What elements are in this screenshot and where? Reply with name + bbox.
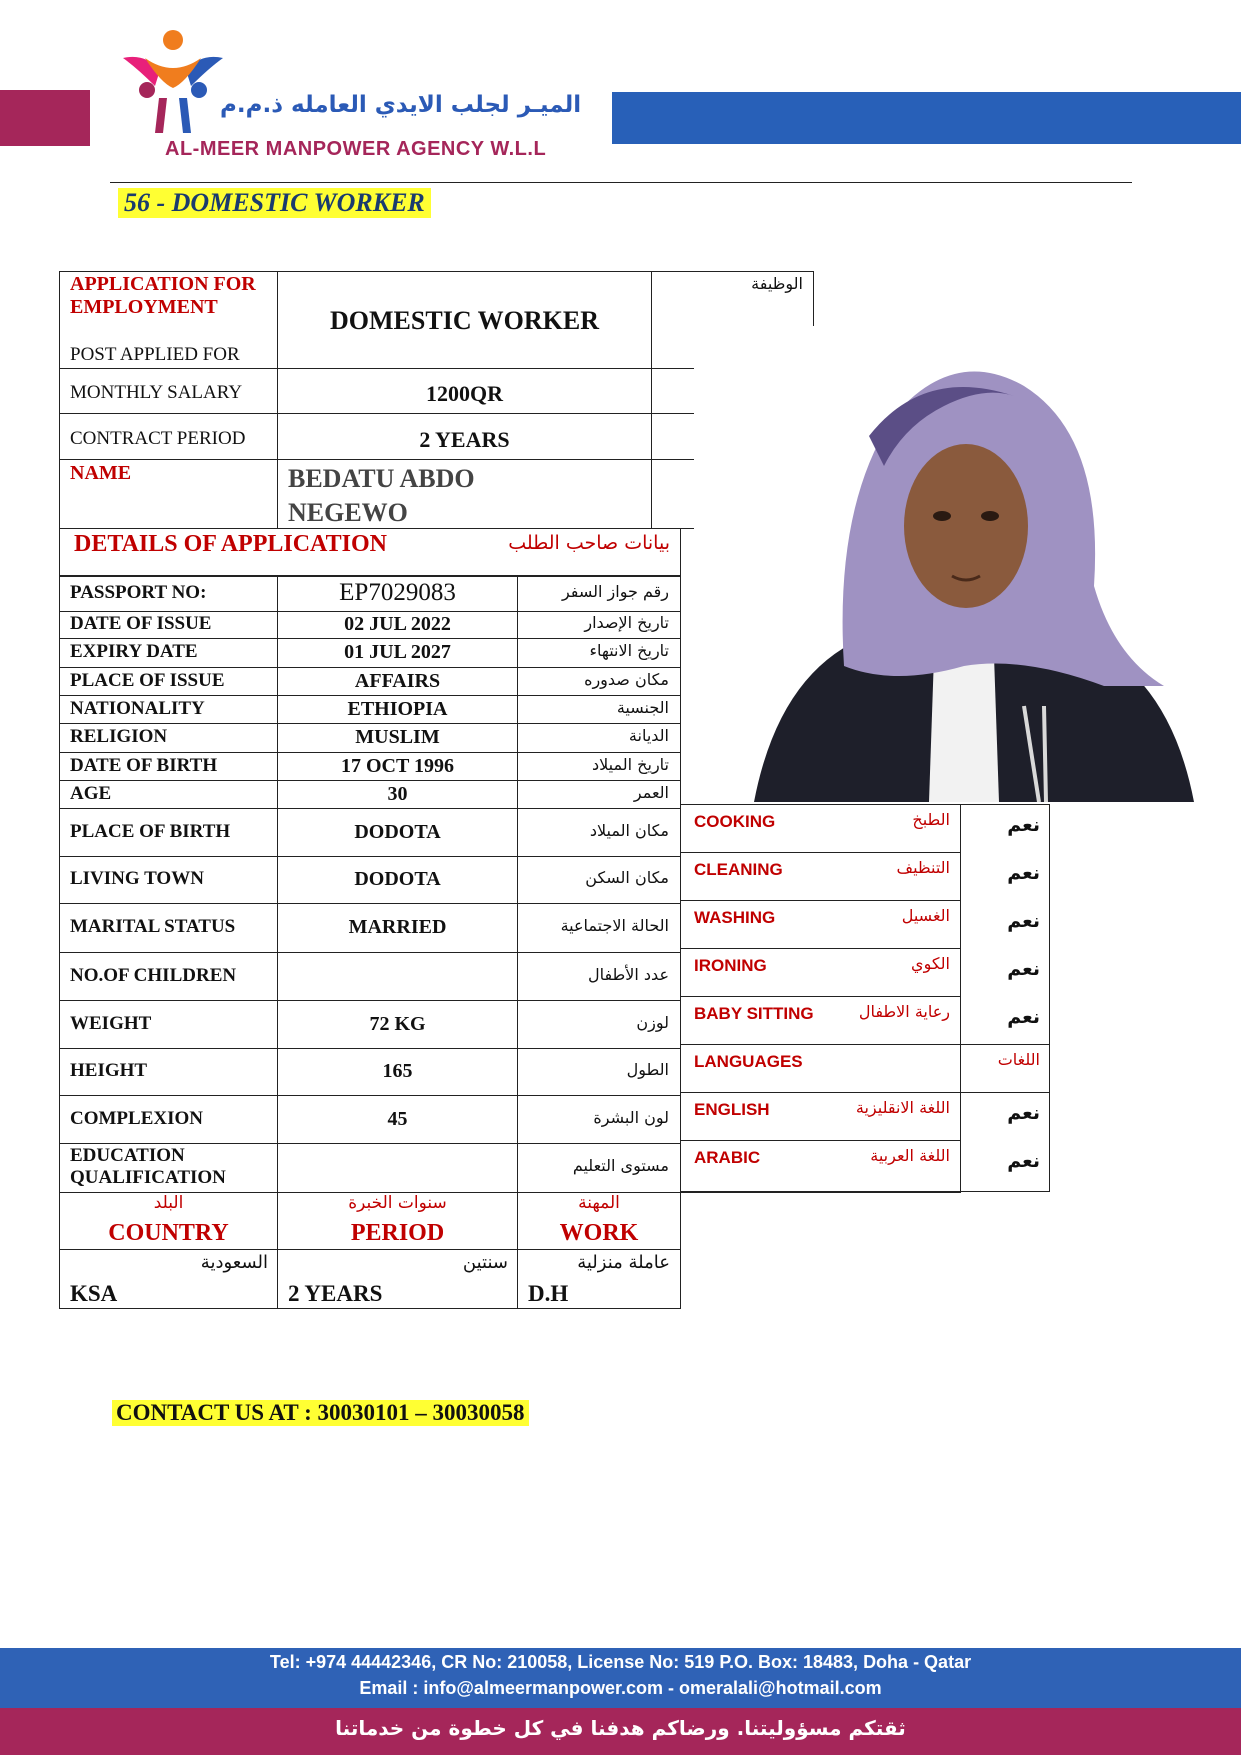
- detail-arabic: لون البشرة: [593, 1107, 669, 1127]
- skill-name: COOKING: [694, 812, 776, 831]
- skill-name-ar: الغسيل: [901, 906, 950, 925]
- detail-label: EXPIRY DATE: [70, 641, 198, 662]
- detail-value: 01 JUL 2027: [344, 641, 451, 663]
- exp-country-head: COUNTRY: [108, 1220, 229, 1246]
- detail-arabic: لوزن: [636, 1012, 669, 1032]
- detail-arabic: عدد الأطفال: [587, 964, 669, 984]
- detail-value: 165: [382, 1060, 413, 1082]
- detail-value: 17 OCT 1996: [341, 754, 454, 777]
- exp-work-ar: عاملة منزلية: [577, 1252, 670, 1273]
- exp-period-ar: سنتين: [462, 1252, 508, 1273]
- skill-name-ar: اللغة العربية: [870, 1146, 950, 1165]
- name-label: NAME: [70, 462, 132, 484]
- detail-value: 72 KG: [369, 1012, 426, 1035]
- agency-name-arabic: الميـر لجلب الايدي العامله ذ.م.م: [220, 92, 582, 118]
- detail-label: NATIONALITY: [70, 697, 205, 719]
- exp-period: 2 YEARS: [288, 1281, 383, 1306]
- detail-label: LIVING TOWN: [70, 868, 204, 889]
- skill-yes: نعم: [1007, 814, 1040, 836]
- skill-yes: نعم: [1007, 1006, 1040, 1028]
- detail-value: EP7029083: [339, 578, 456, 606]
- detail-label: DATE OF BIRTH: [70, 754, 218, 776]
- detail-arabic: العمر: [633, 782, 669, 802]
- name-value: BEDATU ABDO NEGEWO: [288, 464, 475, 527]
- detail-cell: [277, 1143, 518, 1193]
- detail-label: EDUCATION QUALIFICATION: [70, 1145, 226, 1188]
- detail-arabic: رقم جواز السفر: [561, 581, 669, 601]
- skill-name-ar: اللغة الانقليزية: [855, 1098, 950, 1117]
- skill-name: BABY SITTING: [694, 1004, 814, 1023]
- skill-name: CLEANING: [694, 860, 783, 879]
- contact-line: CONTACT US AT : 30030101 – 30030058: [112, 1400, 529, 1426]
- header-bar-left: [0, 90, 90, 146]
- exp-country-ar: السعودية: [200, 1252, 268, 1273]
- post-value: DOMESTIC WORKER: [330, 306, 599, 335]
- detail-value: 45: [387, 1107, 408, 1130]
- detail-arabic: الطول: [626, 1060, 669, 1079]
- footer-slogan: ثقتكم مسؤوليتنا. ورضاكم هدفنا في كل خطوة من خدماتنا: [335, 1716, 906, 1740]
- detail-label: PASSPORT NO:: [70, 581, 207, 603]
- detail-arabic: مستوى التعليم: [572, 1156, 669, 1175]
- skill-name: IRONING: [694, 956, 767, 975]
- skill-name-ar: الطبخ: [912, 810, 950, 829]
- skill-yes: نعم: [1007, 862, 1040, 884]
- detail-value: 30: [387, 782, 408, 805]
- detail-value: MARRIED: [348, 916, 447, 938]
- skill-name-ar: اللغات: [997, 1050, 1040, 1069]
- exp-work: D.H: [528, 1281, 569, 1306]
- post-ar: الوظيفة: [751, 274, 803, 293]
- detail-arabic: الجنسية: [616, 697, 669, 717]
- detail-label: HEIGHT: [70, 1060, 148, 1081]
- detail-value: DODOTA: [354, 820, 441, 843]
- detail-arabic: تاريخ الإصدار: [584, 613, 669, 632]
- skill-yes: نعم: [1007, 958, 1040, 980]
- detail-value: 02 JUL 2022: [344, 613, 451, 635]
- skill-name: ENGLISH: [694, 1100, 770, 1119]
- agency-logo-icon: [115, 28, 235, 138]
- detail-arabic: تاريخ الميلاد: [592, 754, 669, 774]
- details-title: DETAILS OF APPLICATION: [74, 531, 387, 557]
- detail-arabic: تاريخ الانتهاء: [589, 641, 669, 660]
- applicant-photo: [694, 326, 1241, 802]
- header-bar-right: [612, 92, 1241, 144]
- skill-name-ar: رعاية الاطفال: [858, 1002, 950, 1021]
- header-divider: [110, 182, 1132, 183]
- detail-label: MARITAL STATUS: [70, 916, 236, 937]
- skill-yes: نعم: [1007, 1102, 1040, 1124]
- skill-name: ARABIC: [694, 1148, 761, 1167]
- detail-arabic: الحالة الاجتماعية: [560, 916, 669, 935]
- detail-value: MUSLIM: [355, 726, 440, 748]
- salary-value: 1200QR: [426, 381, 503, 406]
- contract-value: 2 YEARS: [419, 427, 510, 452]
- exp-country-head-ar: البلد: [153, 1193, 184, 1213]
- detail-value: DODOTA: [354, 868, 441, 890]
- detail-label: NO.OF CHILDREN: [70, 964, 237, 986]
- agency-name-english: AL-MEER MANPOWER AGENCY W.L.L: [165, 138, 547, 160]
- contract-label: CONTRACT PERIOD: [70, 428, 246, 449]
- skill-name: WASHING: [694, 908, 776, 927]
- detail-label: DATE OF ISSUE: [70, 613, 212, 634]
- details-title-ar: بيانات صاحب الطلب: [508, 532, 670, 554]
- detail-label: PLACE OF ISSUE: [70, 669, 225, 691]
- footer-phone-line: Tel: +974 44442346, CR No: 210058, License No: 519 P.O. Box: 18483, Doha - Qatar: [269, 1652, 972, 1672]
- footer-email-line: Email : info@almeermanpower.com - omeralali@hotmail.com: [359, 1678, 882, 1698]
- detail-value: ETHIOPIA: [347, 697, 448, 720]
- job-title: 56 - DOMESTIC WORKER: [118, 188, 431, 218]
- detail-arabic: مكان السكن: [585, 868, 669, 887]
- detail-label: PLACE OF BIRTH: [70, 820, 231, 842]
- exp-period-head: PERIOD: [350, 1220, 445, 1246]
- detail-cell: [277, 952, 518, 1001]
- skill-name: LANGUAGES: [694, 1052, 803, 1071]
- skill-yes: نعم: [1007, 910, 1040, 932]
- detail-arabic: مكان الميلاد: [589, 820, 669, 840]
- detail-label: WEIGHT: [70, 1012, 152, 1034]
- skill-name-ar: الكوي: [911, 954, 950, 973]
- detail-arabic: الديانة: [628, 726, 669, 745]
- exp-country: KSA: [70, 1281, 118, 1306]
- detail-label: COMPLEXION: [70, 1107, 203, 1129]
- detail-label: RELIGION: [70, 726, 168, 747]
- exp-work-head: WORK: [559, 1220, 639, 1246]
- exp-period-head-ar: سنوات الخبرة: [348, 1193, 447, 1213]
- detail-arabic: مكان صدوره: [584, 669, 669, 689]
- detail-label: AGE: [70, 782, 112, 804]
- salary-label: MONTHLY SALARY: [70, 382, 243, 403]
- exp-work-head-ar: المهنة: [578, 1193, 620, 1213]
- application-heading: APPLICATION FOR EMPLOYMENT: [70, 273, 256, 318]
- detail-value: AFFAIRS: [354, 669, 441, 692]
- skill-yes: نعم: [1007, 1150, 1040, 1172]
- skill-name-ar: التنظيف: [896, 858, 950, 877]
- post-applied-label: POST APPLIED FOR: [70, 344, 240, 365]
